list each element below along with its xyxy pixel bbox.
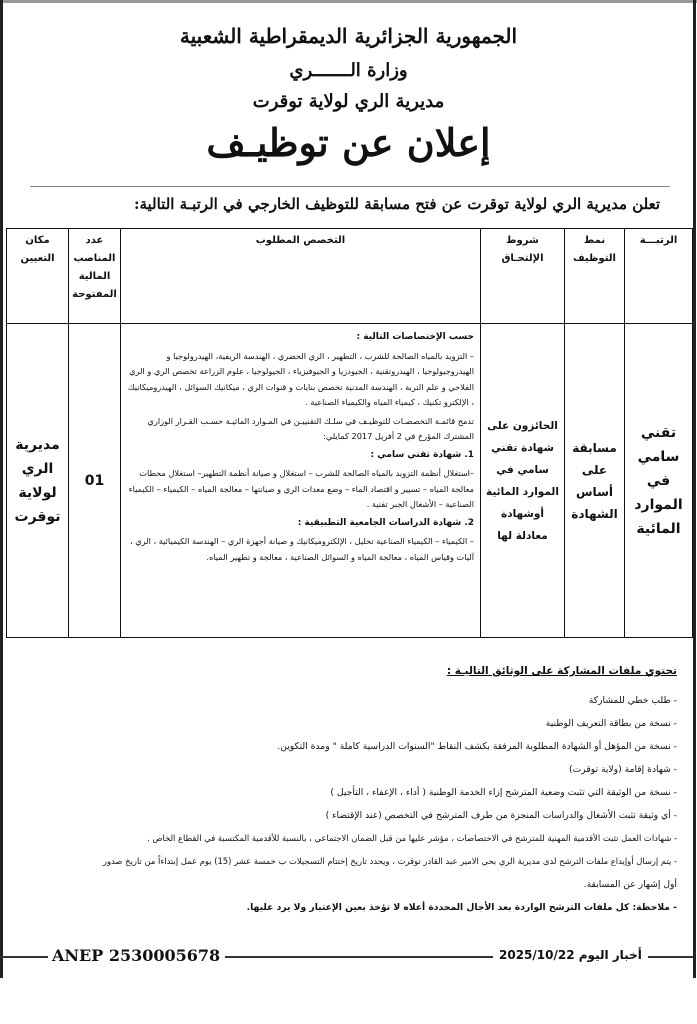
header-mode: نمط التوظيف: [565, 229, 625, 324]
list-item: - يتم إرسال أوإيداع ملفات الترشح لدى مديرية الري بحي الامير عبد القادر توقرت ، ويحدد تاريخ إختتام التسجيلات ب خمسة عشر (15) يوم عمل إبتداءاً من تاريخ صدور: [102, 856, 677, 866]
announcement-title: إعلان عن توظيـف: [206, 120, 491, 165]
list-item: - طلب خطي للمشاركة: [588, 695, 677, 706]
cell-conditions: الحائزون على شهادة تقني سامي في الموارد المائية أوشهادة معادلة لها: [481, 324, 565, 638]
cell-specialty: [121, 324, 481, 638]
header-place: مكان التعيين: [7, 229, 69, 324]
newspaper-date: [495, 948, 646, 962]
cell-mode: مسابقة على أساس الشهادة: [565, 324, 625, 638]
republic-title: الجمهورية الجزائرية الديمقراطية الشعبية: [179, 24, 518, 48]
header-conditions: شروط الإلتحـاق: [481, 229, 565, 324]
table-header-row: [7, 229, 693, 324]
cell-place: مديرية الري لولاية توقرت: [7, 324, 69, 638]
header-specialty: التخصص المطلوب: [121, 229, 481, 324]
footer-line-middle: [225, 956, 493, 958]
list-item: - نسخة من الوثيقة التي تثبت وضعية المترشح إزاء الخدمة الوطنية ( أداء ، الإعفاء ، التأجيل ): [330, 787, 677, 798]
ministry-title: وزارة الـــــــري: [289, 60, 408, 81]
specialty-text-1: – التزويد بالمياه الصالحة للشرب ، التطهير ، الري الحضري ، الهندسة الريفية، الهيدرولوجيا و الهيدروجيولوجيا ، الهيدروتقنية ، الجيودزيا و الجيوفيزياء ، الجيولوجيا ، علوم الزراعة تخصص الري و الري الفلاحي و علم التربة ، الهندسة المدنية تخصص بنايات و قنوات الري ، ميكانيك السوائل ، الهيدروميكانيك ، الإلكترو تكنيك ، كيمياء المياه والكيمياء الصناعية .: [127, 350, 474, 407]
documents-list: [17, 660, 677, 919]
header-divider: [30, 186, 670, 187]
footer-line-left: [0, 956, 48, 958]
top-edge-strip: [0, 0, 697, 3]
documents-title: تحتوي ملفات المشاركة على الوثائق التاليـة :: [446, 665, 677, 677]
cell-grade: تقني سامي في الموارد المائية: [625, 324, 693, 638]
specialty-text-3: –استغلال أنظمة التزويد بالمياه الصالحة للشرب – استغلال و صيانة أنظمة التطهير– استغلال محطات معالجة المياه – تسيير و اقتصاد الماء – وضع معدات الري و صيانتها – معالجة المياه – الكيمياء – الكيمياء الصناعية – الأشغال الجبر تقنية .: [128, 468, 474, 509]
newspaper-name: أخبار اليوم: [578, 948, 642, 962]
list-item: - أي وثيقة تثبت الأشغال والدراسات المنجزة من طرف المترشح في التخصص (عند الإقتضاء ): [325, 810, 677, 821]
list-item: - نسخة من المؤهل أو الشهادة المطلوبة المرفقة بكشف النقاط "السنوات الدراسية كاملة " ومدة التكوين.: [277, 741, 677, 752]
intro-text: تعلن مديرية الري لولاية توقرت عن فتح مسابقة للتوظيف الخارجي في الرتبـة التالية:: [133, 195, 660, 213]
documents-note: - ملاحظة: كل ملفات الترشح الواردة بعد الأجال المحددة أعلاه لا تؤخذ بعين الإعتبار ولا يرد عليها.: [246, 902, 677, 913]
list-item: - شهادات العمل تثبت الأقدمية المهنية للمترشح في الاختصاصات ، مؤشر عليها من قبل الضمان الاجتماعي ، بالنسبة للأقدمية المكتسبة في القطاع الخاص .: [147, 833, 677, 843]
specialty-title-3: 1. شهادة تقني سامي :: [370, 449, 474, 460]
header-grade: الرتبـــة: [625, 229, 693, 324]
positions-table: [6, 228, 693, 638]
header-positions: عدد المناصب المالية المفتوحة: [69, 229, 121, 324]
footer-line-right: [648, 956, 693, 958]
table-row: [7, 324, 693, 638]
list-item: أول إشهار عن المسابقة.: [583, 879, 677, 890]
anep-reference: ANEP 2530005678: [48, 946, 224, 965]
list-item: - شهادة إقامة (ولاية توقرت): [569, 764, 677, 775]
specialty-text-2: تدمج قائمـة التخصصـات للتوظيـف في سلـك التقنييـن في المـوارد المائيـة حسـب القـرار الوزاري المشترك المؤرخ في 2 أفريل 2017 كمايلي:: [147, 415, 474, 441]
cell-positions: 01: [69, 324, 121, 638]
specialty-title-4: 2. شهادة الدراسات الجامعية التطبيقية :: [297, 517, 474, 528]
publication-date: 2025/10/22: [499, 948, 575, 962]
specialty-title-1: حسب الإختصاصات التالية :: [356, 332, 474, 342]
list-item: - نسخة من بطاقة التعريف الوطنية: [545, 718, 677, 729]
footer: [0, 946, 697, 968]
directorate-title: مديرية الري لولاية توقرت: [252, 91, 445, 112]
specialty-text-4: – الكيمياء – الكيمياء الصناعية تحليل ، الإلكتروميكانيك و صيانة أجهزة الري – الهندسة الكيميائية ، الري ، آليات وقياس المياه ، معالجة المياه و السوائل الصناعية ، معالجة و تطهير المياه.: [129, 536, 474, 562]
